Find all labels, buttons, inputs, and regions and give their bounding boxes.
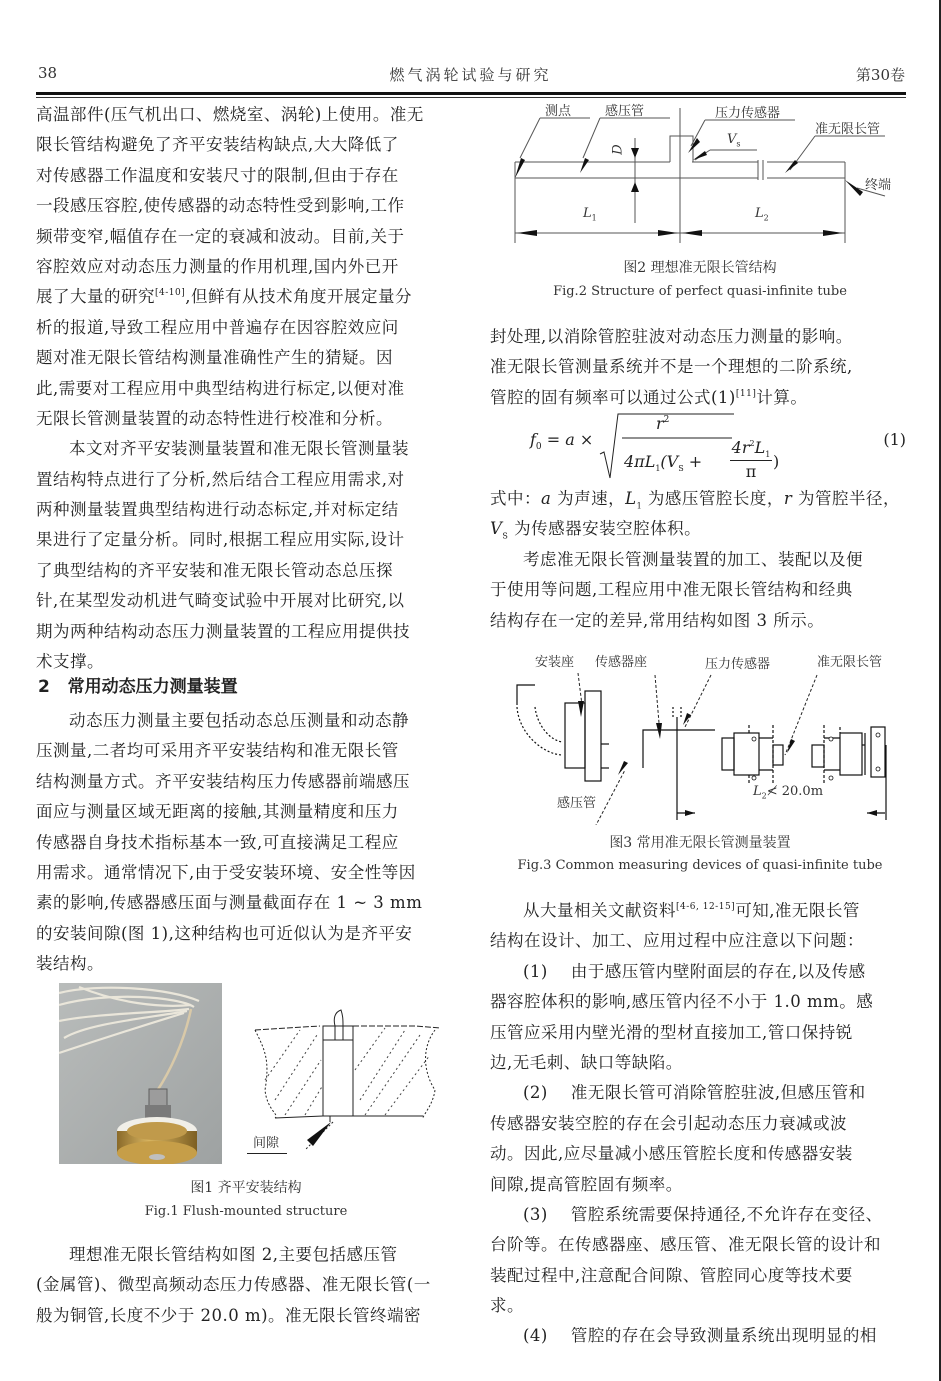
text-line: 理想准无限长管结构如图 2,主要包括感压管 <box>69 1245 398 1264</box>
text-fragment: 为管腔半径， <box>792 489 901 508</box>
var-Vs: V <box>490 519 503 539</box>
text-line <box>490 514 910 544</box>
inner-L: L <box>754 438 766 457</box>
left-column-bottom <box>36 1240 456 1331</box>
right-column-top <box>490 322 910 413</box>
gap-label-underline <box>247 1153 287 1154</box>
var-r: r <box>783 489 793 508</box>
section-heading: 2 常用动态压力测量装置 <box>38 677 238 697</box>
fig2-caption-cn: 图2 理想准无限长管结构 <box>623 260 777 276</box>
text-fragment: 可知,准无限长管 <box>735 901 860 920</box>
f-subscript: 0 <box>535 442 542 453</box>
citation-ref[interactable]: [4-10] <box>155 288 186 299</box>
text-line: (2) 准无限长管可消除管腔驻波,但感压管和 <box>523 1083 866 1103</box>
L2-subscript: 2 <box>763 213 769 223</box>
left-column-section2 <box>36 706 456 980</box>
text-line: 频带变窄,幅值存在一定的衰减和波动。目前,关于 <box>36 226 405 246</box>
r-superscript: 2 <box>663 415 670 425</box>
text-line: 压管应采用内壁光滑的型材直接加工,管口保持锐 <box>490 1022 853 1042</box>
paragraph-5 <box>490 322 910 413</box>
text-line: 边,无毛刺、缺口等缺陷。 <box>490 1052 683 1072</box>
text-line: 无限长管测量装置的动态特性进行校准和分析。 <box>36 408 393 428</box>
text-line: 动态压力测量主要包括动态总压测量和动态静 <box>69 711 409 730</box>
flush-mount-drawing <box>245 990 445 1155</box>
den-sub-s: S <box>678 464 684 474</box>
journal-title: 燃气涡轮试验与研究 <box>389 66 552 84</box>
fig2-diagram <box>505 98 905 248</box>
text-line: 面应与测量区域无距离的接触,其测量精度和压力 <box>36 802 399 822</box>
fig1-gap-label: 间隙 <box>253 1136 280 1151</box>
Vs-symbol: V <box>727 132 737 147</box>
fig3-label-mount-seat: 安装座 <box>535 655 575 670</box>
text-line: 了典型结构的齐平安装和准无限长管动态总压探 <box>36 560 393 580</box>
citation-ref[interactable]: [11] <box>735 388 757 399</box>
text-line <box>36 282 456 312</box>
text-line: 结构存在一定的差异,常用结构如图 3 所示。 <box>490 610 825 630</box>
denominator <box>624 452 707 473</box>
page-number: 38 <box>38 64 58 82</box>
fig2-label-sensing-tube: 感压管 <box>605 104 645 119</box>
L1-symbol: L <box>583 206 592 221</box>
length-value: ≮ 20.0m <box>766 784 824 799</box>
right-column-where <box>490 484 910 636</box>
text-line: 此,需要对工程应用中典型结构进行标定,以便对准 <box>36 378 405 398</box>
den-sub1: 1 <box>655 464 661 474</box>
inner-fraction-num <box>730 438 772 459</box>
text-line: 析的报道,导致工程应用中普遍存在因容腔效应问 <box>36 317 399 337</box>
equation-1 <box>530 412 910 482</box>
fig3-label-length <box>753 784 823 801</box>
text-line: 对传感器工作温度和安装尺寸的限制,但由于存在 <box>36 165 399 185</box>
text-line: 题对准无限长管结构测量准确性产生的猜疑。因 <box>36 348 393 368</box>
text-line: 结构在设计、加工、应用过程中应注意以下问题： <box>490 931 864 951</box>
equation-explanation <box>490 484 910 545</box>
den-prefix: 4πL <box>624 452 656 471</box>
list-item-4 <box>490 1321 910 1351</box>
paragraph-6 <box>490 545 910 636</box>
text-line: 用需求。通常情况下,由于受安装环境、安全性等因 <box>36 862 416 882</box>
text-line: 间隙,提高管腔固有频率。 <box>490 1174 683 1194</box>
right-column-bottom <box>490 896 910 1352</box>
fig3-label-sensing-tube: 感压管 <box>557 796 597 811</box>
text-fragment: 为感压管腔长度， <box>642 489 784 508</box>
L1-subscript: 1 <box>591 213 597 223</box>
text-line <box>490 484 910 514</box>
text-line: 压测量,二者均可采用齐平安装结构和准无限长管 <box>36 741 399 761</box>
text-line: 果进行了定量分析。同时,根据工程应用实际,设计 <box>36 530 405 550</box>
fig1-photo <box>59 983 222 1164</box>
text-fragment: 式中： <box>490 489 541 508</box>
text-line <box>490 896 910 926</box>
text-line: 容腔效应对动态压力测量的作用机理,国内外已开 <box>36 256 399 276</box>
fig2-label-L1 <box>583 206 597 223</box>
fig3-label-sensor-seat: 传感器座 <box>595 655 648 670</box>
var-a: a <box>541 489 552 508</box>
var-L1-sub: 1 <box>636 501 643 511</box>
text-line: 素的影响,传感器感压面与测量截面存在 1 ~ 3 mm <box>36 893 423 913</box>
var-Vs-sub: S <box>502 531 509 541</box>
paragraph-2 <box>36 434 456 677</box>
volume-label: 第30卷 <box>855 66 905 84</box>
fig3-caption-en: Fig.3 Common measuring devices of quasi-infinite tube <box>517 858 883 873</box>
text-line: (3) 管腔系统需要保持通径,不允许存在变径、 <box>523 1204 883 1224</box>
sensor-photo-image <box>59 983 222 1164</box>
equation-lhs <box>530 430 598 452</box>
list-item-3 <box>490 1200 910 1322</box>
list-item-2 <box>490 1078 910 1200</box>
text-line: 考虑准无限长管测量装置的加工、装配以及便 <box>523 549 863 569</box>
header-rule <box>36 92 906 95</box>
paragraph-3 <box>36 706 456 980</box>
den-close: ) <box>773 452 780 471</box>
text-line: 期为两种结构动态压力测量装置的工程应用提供技 <box>36 621 410 641</box>
text-line: (4) 管腔的存在会导致测量系统出现明显的相 <box>523 1326 877 1346</box>
text-line: 术支撑。 <box>36 652 104 672</box>
text-line: 传感器安装空腔的存在会引起动态压力衰减或波 <box>490 1113 847 1133</box>
left-column <box>36 100 456 677</box>
inner-sub: 1 <box>765 450 771 460</box>
numerator <box>656 414 669 433</box>
text-line: (1) 由于感压管内壁附面层的存在,以及传感 <box>523 961 866 981</box>
text-line <box>490 383 910 413</box>
text-fragment: 展了大量的研究 <box>36 287 155 307</box>
text-line: (金属管)、微型高频动态压力传感器、准无限长管(一 <box>36 1275 431 1295</box>
text-line: 封处理,以消除管腔驻波对动态压力测量的影响。 <box>490 327 853 346</box>
den-plus: + <box>683 452 708 471</box>
list-item-1 <box>490 957 910 1079</box>
text-line: 一段感压容腔,使传感器的动态特性受到影响,工作 <box>36 196 405 216</box>
L2-subscript: 2 <box>761 791 767 801</box>
inner-sup: 2 <box>749 439 755 448</box>
equation-number: (1) <box>883 430 906 449</box>
text-line: 高温部件(压气机出口、燃烧室、涡轮)上使用。准无 <box>36 105 424 124</box>
inner-num: 4r <box>731 438 750 457</box>
text-line: 的安装间隙(图 1),这种结构也可近似认为是齐平安 <box>36 923 413 943</box>
f-symbol: f <box>530 430 536 449</box>
inner-den: π <box>745 462 757 481</box>
fig2-label-pressure-sensor: 压力传感器 <box>715 106 781 121</box>
text-fragment: 计算。 <box>756 387 808 407</box>
paragraph-4 <box>36 1240 456 1331</box>
text-line: 置结构特点进行了分析,然后结合工程应用需求,对 <box>36 469 405 489</box>
text-line: 传感器自身技术指标基本一致,可直接满足工程应 <box>36 832 399 852</box>
L2-symbol: L <box>755 206 764 221</box>
fig3-caption-cn: 图3 常用准无限长管测量装置 <box>609 835 791 851</box>
fig1-caption-en: Fig.1 Flush-mounted structure <box>144 1204 348 1219</box>
fig2-label-terminal: 终端 <box>865 178 892 193</box>
equals-a: = a × <box>541 430 599 449</box>
fig3-label-quasi-infinite-tube: 准无限长管 <box>817 655 883 670</box>
citation-ref[interactable]: [4-6, 12-15] <box>676 902 736 912</box>
text-line: 两种测量装置典型结构进行动态标定,并对标定结 <box>36 500 399 520</box>
text-line: 器容腔体积的影响,感压管内径不小于 1.0 mm。感 <box>490 992 874 1012</box>
fig2-label-Vs <box>727 132 741 149</box>
text-line: 动。因此,应尽量减小感压管腔长度和传感器安装 <box>490 1144 853 1164</box>
fig2-label-L2 <box>755 206 769 223</box>
text-fragment: 管腔的固有频率可以通过公式(1) <box>490 387 736 407</box>
L2-symbol: L <box>753 784 762 799</box>
fig1-diagram <box>245 990 445 1155</box>
text-line: 结构测量方式。齐平安装结构压力传感器前端感压 <box>36 771 410 791</box>
den-open: (V <box>660 452 679 471</box>
text-line: 台阶等。在传感器座、感压管、准无限长管的设计和 <box>490 1235 881 1255</box>
fig3-label-pressure-sensor: 压力传感器 <box>705 657 771 672</box>
paragraph-7 <box>490 896 910 957</box>
text-line: 准无限长管测量系统并不是一个理想的二阶系统, <box>490 357 853 377</box>
text-fragment: 为传感器安装空腔体积。 <box>508 519 702 539</box>
paragraph-1 <box>36 100 456 434</box>
text-line: 限长管结构避免了齐平安装结构缺点,大大降低了 <box>36 135 399 155</box>
text-line: 针,在某型发动机进气畸变试验中开展对比研究,以 <box>36 591 405 611</box>
fig2-caption-en: Fig.2 Structure of perfect quasi-infinite tube <box>553 284 847 299</box>
fig3-diagram <box>505 645 905 825</box>
text-line: 求。 <box>490 1296 524 1316</box>
Vs-subscript: s <box>736 139 741 149</box>
text-line: 于使用等问题,工程应用中准无限长管结构和经典 <box>490 580 853 600</box>
text-line: 装配过程中,注意配合间隙、管腔同心度等技术要 <box>490 1265 853 1285</box>
fig2-label-measure-point: 测点 <box>545 104 572 119</box>
text-line: 装结构。 <box>36 954 104 974</box>
text-line: 般为铜管,长度不少于 20.0 m)。准无限长管终端密 <box>36 1305 422 1325</box>
text-line: 本文对齐平安装测量装置和准无限长管测量装 <box>69 439 409 459</box>
text-fragment: 从大量相关文献资料 <box>523 901 676 920</box>
fig1-caption-cn: 图1 齐平安装结构 <box>190 1180 302 1196</box>
fig2-label-quasi-infinite-tube: 准无限长管 <box>815 122 881 137</box>
text-fragment: ,但鲜有从技术角度开展定量分 <box>185 287 412 307</box>
text-fragment: 为声速， <box>551 489 626 508</box>
inner-fraction-bar <box>730 460 772 461</box>
r-symbol: r <box>656 414 664 433</box>
fig2-label-D: D <box>610 144 626 155</box>
var-L1: L <box>625 489 637 508</box>
